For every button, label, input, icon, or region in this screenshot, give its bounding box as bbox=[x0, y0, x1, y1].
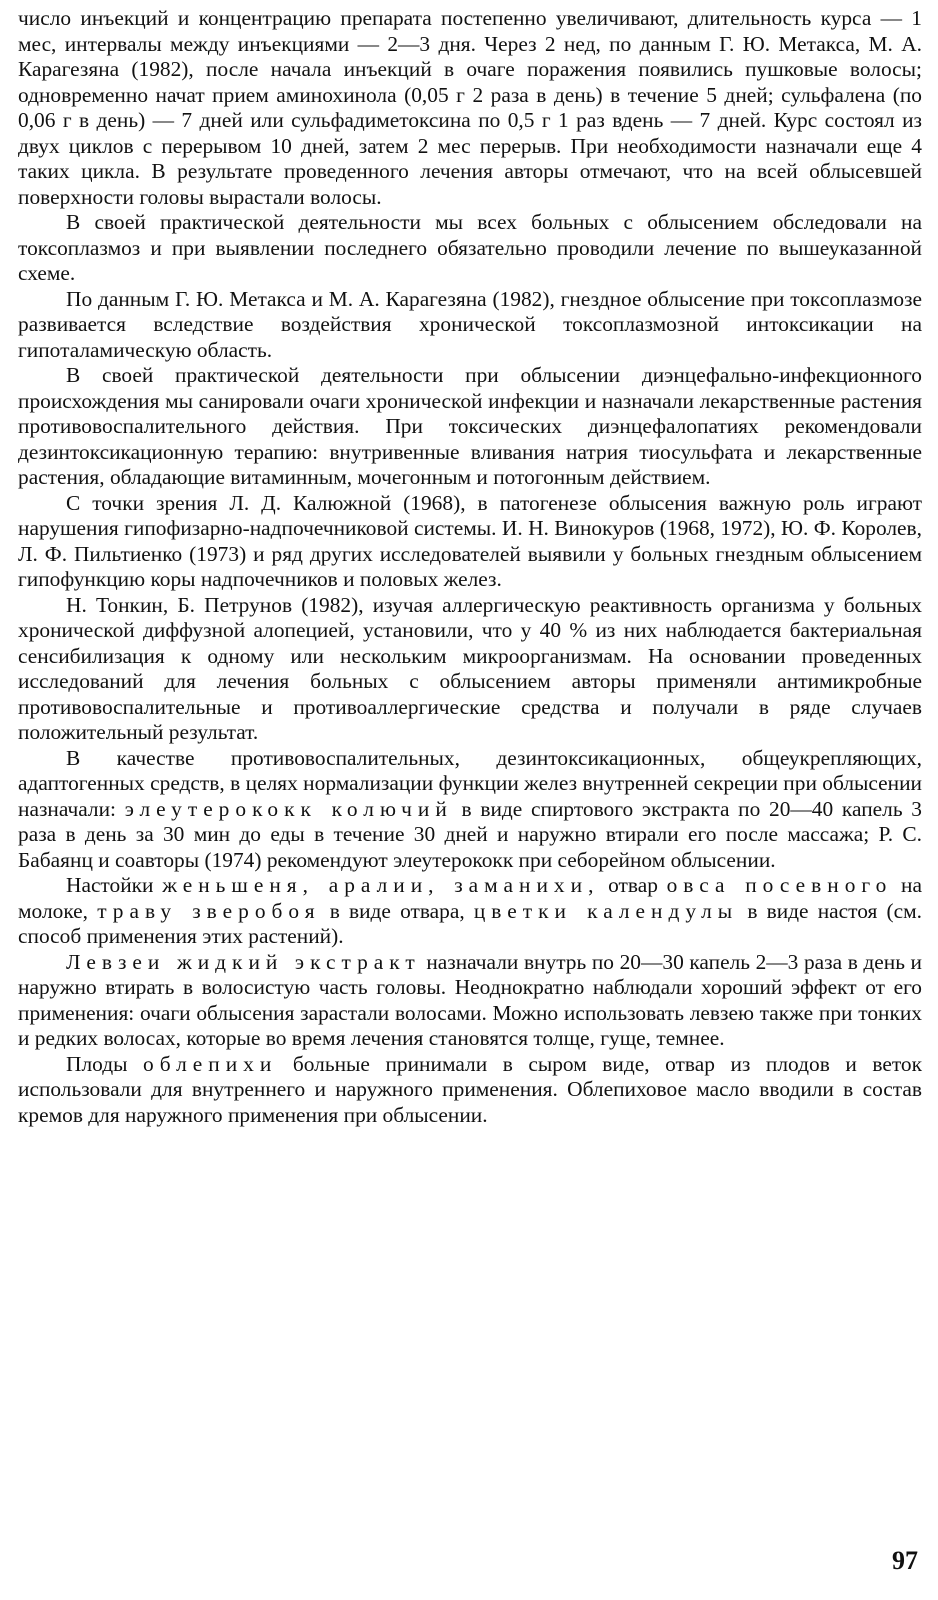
spaced-term: траву зверобоя bbox=[97, 898, 321, 923]
paragraph-text: на молоке, bbox=[18, 873, 922, 923]
paragraph-text: в виде спиртового экстракта по 20—40 капель 3 раза в день за 30 мин до еды в течение 30 дней и наружно втирали его после массажа; Р. С. Бабаянц и соавторы (1974) рекомендуют элеутерококк при себорейном облысении. bbox=[18, 796, 923, 872]
paragraph-9 bbox=[18, 950, 922, 1052]
spaced-term: элеутерококк колючий bbox=[124, 796, 453, 821]
paragraph-7 bbox=[18, 746, 922, 874]
paragraph-text: Настойки bbox=[66, 873, 163, 897]
paragraph-text: число инъекций и концентрацию препарата постепенно увеличивают, длительность курса — 1 мес, интервалы между инъекциями — 2—3 дня. Через 2 нед, по данным Г. Ю. Метакса, М. А. Карагезяна (1982), после начала инъекций в очаге поражения появились пушковые волосы; одновременно начат прием аминохинола (0,05 г 2 раза в день) в течение 5 дней; сульфалена (по 0,06 г в день) — 7 дней или сульфадиметоксина по 0,5 г 1 раз вдень — 7 дней. Курс состоял из двух циклов с перерывом 10 дней, затем 2 мес перерыв. При необходимости назначали еще 4 таких цикла. В результате проведенного лечения авторы отмечают, что на всей облысевшей поверхности головы вырастали волосы. bbox=[18, 6, 922, 209]
paragraph-text: назначали внутрь по 20—30 капель 2—3 раза в день и наружно втирать в волосистую часть головы. Неоднократно наблюдали хороший эффект от его применения: очаги облысения зарастали волосами. Можно использовать левзею также при тонких и редких волосах, которые во время лечения становятся толще, гуще, темнее. bbox=[18, 949, 923, 1050]
paragraph-text: Плоды bbox=[66, 1051, 144, 1076]
paragraph-5 bbox=[18, 491, 922, 593]
paragraph-8 bbox=[18, 873, 922, 950]
paragraph-4 bbox=[18, 363, 922, 491]
paragraph-3 bbox=[18, 287, 922, 364]
paragraph-text: По данным Г. Ю. Метакса и М. А. Карагезяна (1982), гнездное облысение при токсоплазмозе развивается вследствие воздействия хронической токсоплазмозной интоксикации на гипоталамическую область. bbox=[18, 286, 922, 362]
paragraph-text: в виде настоя (см. способ применения этих растений). bbox=[18, 898, 923, 948]
spaced-term: облепихи bbox=[143, 1051, 278, 1076]
page-body bbox=[18, 6, 922, 1128]
paragraph-text: В своей практической деятельности при облысении диэнцефально-инфекционного происхождения мы санировали очаги хронической инфекции и назначали лекарственные растения противовоспалительного действия. При токсических диэнцефалопатиях рекомендовали дезинтоксикационную терапию: внутривенные вливания натрия тиосульфата и лекарственные растения, обладающие витаминным, мочегонным и потогонным действием. bbox=[18, 363, 922, 489]
spaced-term: цветки календулы bbox=[473, 898, 739, 923]
spaced-term: овса посевного bbox=[666, 873, 893, 897]
paragraph-text: отвар bbox=[599, 873, 667, 897]
paragraph-text: больные принимали в сыром виде, отвар из плодов и веток использовали для внутреннего и наружного применения. Облепиховое масло вводили в состав кремов для наружного применения при облысении. bbox=[18, 1051, 922, 1127]
paragraph-text: В своей практической деятельности мы всех больных с облысением обследовали на токсоплазмоз и при выявлении последнего обязательно проводили лечение по вышеуказанной схеме. bbox=[18, 210, 922, 285]
paragraph-text: в виде отвара, bbox=[320, 898, 474, 923]
paragraph-10 bbox=[18, 1052, 922, 1129]
spaced-term: женьшеня, аралии, заманихи, bbox=[162, 873, 600, 897]
paragraph-text: Н. Тонкин, Б. Петрунов (1982), изучая аллергическую реактивность организма у больных хронической диффузной алопецией, установили, что у 40 % из них наблюдается бактериальная сенсибилизация к одному или нескольким микроорганизмам. На основании проведенных исследований для лечения больных с облысением авторы применяли антимикробные противовоспалительные и противоаллергические средства и получали в ряде случаев положительный результат. bbox=[18, 592, 922, 744]
paragraph-2 bbox=[18, 210, 922, 287]
spaced-term: Левзеи жидкий экстракт bbox=[66, 949, 421, 974]
paragraph-text: В качестве противовоспалительных, дезинтоксикационных, общеукрепляющих, адаптогенных средств, в целях нормализации функции желез внутренней секреции при облысении назначали: bbox=[18, 745, 922, 821]
paragraph-1 bbox=[18, 6, 922, 210]
paragraph-text: С точки зрения Л. Д. Калюжной (1968), в патогенезе облысения важную роль играют нарушения гипофизарно-надпочечниковой системы. И. Н. Винокуров (1968, 1972), Ю. Ф. Королев, Л. Ф. Пильтиенко (1973) и ряд других исследователей выявили у больных гнездным облысением гипофункцию коры надпочечников и половых желез. bbox=[18, 490, 922, 591]
paragraph-6 bbox=[18, 593, 922, 746]
page-number: 97 bbox=[892, 1546, 918, 1575]
